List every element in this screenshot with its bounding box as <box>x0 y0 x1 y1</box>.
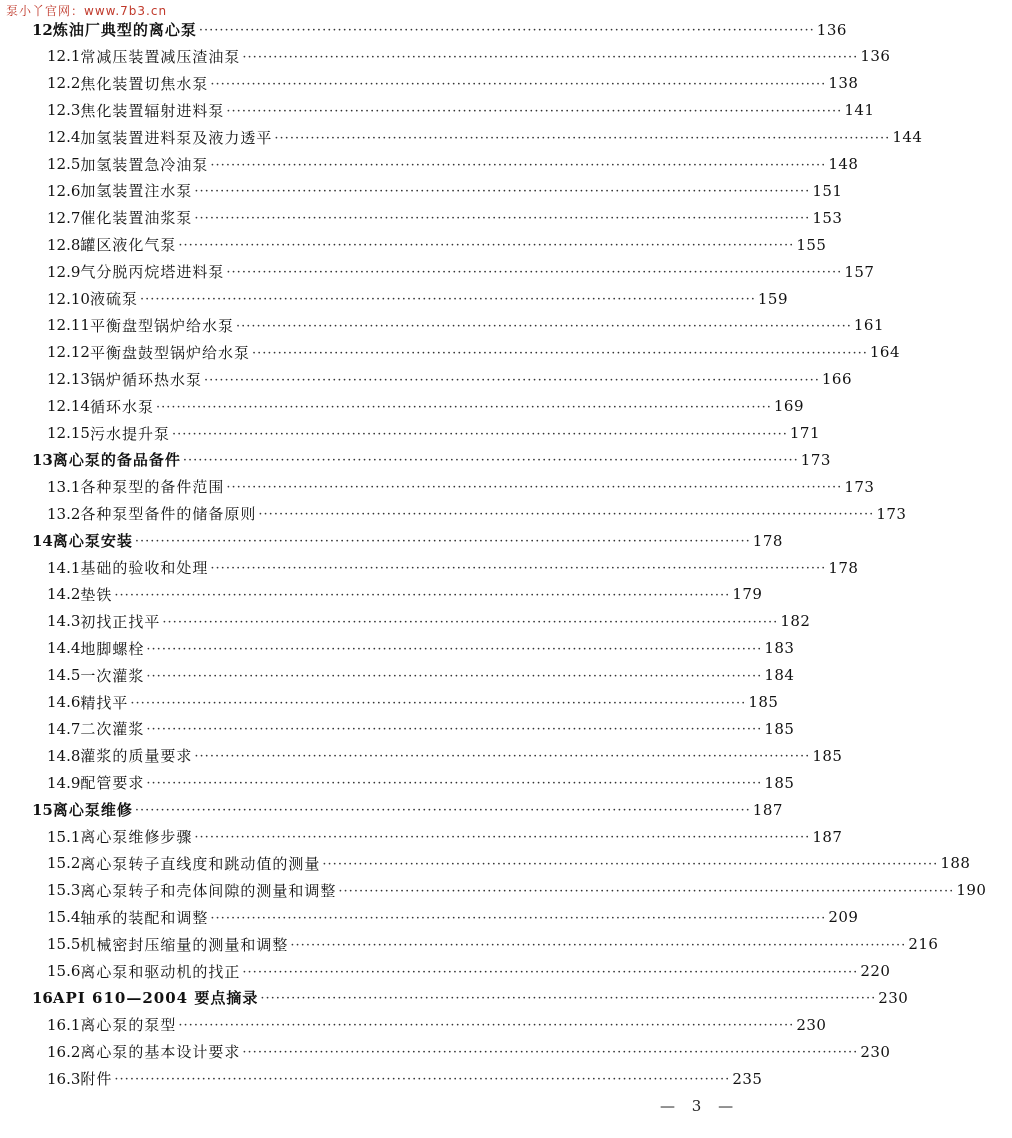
toc-entry-page: 179 <box>732 585 763 604</box>
dot-leader: ························································································································ <box>251 345 868 361</box>
toc-entry-number: 12.12 <box>47 343 90 362</box>
toc-entry-number: 14 <box>32 531 53 550</box>
toc-entry-title: 离心泵维修步骤 <box>80 828 193 846</box>
toc-section-row[interactable] <box>0 366 852 393</box>
toc-entry-page: 178 <box>752 531 783 550</box>
dot-leader: ························································································································ <box>210 561 827 576</box>
dot-leader: ························································································································ <box>210 910 827 926</box>
dot-leader: ························································································································ <box>178 238 795 254</box>
toc-entry-title: 气分脱丙烷塔进料泵 <box>80 263 225 282</box>
toc-chapter-row[interactable] <box>0 796 783 823</box>
toc-entry-number: 12.14 <box>47 397 90 416</box>
dot-leader: ························································································································ <box>338 883 955 899</box>
dot-leader: ························································································································ <box>162 614 779 630</box>
toc-entry-page: 188 <box>940 854 971 873</box>
toc-entry-page: 187 <box>812 827 843 846</box>
dot-leader: ························································································································ <box>226 103 843 119</box>
toc-entry-number: 14.8 <box>47 746 81 765</box>
toc-section-row[interactable] <box>0 500 907 527</box>
toc-entry-number: 14.5 <box>47 666 81 685</box>
toc-entry-page: 178 <box>828 558 859 577</box>
toc-chapter-row[interactable] <box>0 527 783 554</box>
toc-entry-title: 基础的验收和处理 <box>80 559 209 577</box>
toc-entry-page: 173 <box>800 450 831 469</box>
toc-entry-number: 14.9 <box>47 773 81 792</box>
toc-entry-page: 144 <box>892 128 923 147</box>
toc-entry-page: 171 <box>789 424 820 442</box>
dot-leader: ························································································································ <box>242 964 859 980</box>
toc-entry-title: 罐区液化气泵 <box>80 236 177 255</box>
toc-entry-number: 12.11 <box>47 316 90 335</box>
toc-entry-page: 161 <box>853 316 884 335</box>
toc-entry-title: 加氢装置急冷油泵 <box>80 155 209 174</box>
toc-entry-page: 153 <box>812 208 843 227</box>
dot-leader: ························································································································ <box>226 480 843 496</box>
toc-section-row[interactable] <box>0 70 859 97</box>
dot-leader: ························································································································ <box>130 695 747 711</box>
toc-section-row[interactable] <box>0 904 859 931</box>
toc-entry-title: 离心泵转子和壳体间隙的测量和调整 <box>80 881 337 900</box>
dot-leader: ························································································································ <box>178 1018 795 1034</box>
dot-leader: ························································································································ <box>146 668 763 684</box>
watermark: 泵小丫官网：www.7b3.cn <box>6 4 168 18</box>
toc-chapter-row[interactable] <box>0 984 909 1011</box>
toc-entry-page: 151 <box>812 181 843 200</box>
toc-entry-page: 164 <box>869 343 900 362</box>
toc-entry-page: 230 <box>860 1042 891 1061</box>
toc-entry-page: 148 <box>828 155 859 173</box>
toc-section-row[interactable] <box>0 473 875 500</box>
toc-entry-page: 182 <box>780 612 811 631</box>
toc-entry-page: 185 <box>764 773 795 792</box>
toc-entry-number: 14.3 <box>47 612 81 631</box>
toc-entry-title: 离心泵的基本设计要求 <box>80 1043 241 1062</box>
toc-entry-page: 230 <box>878 988 909 1007</box>
toc-section-row[interactable] <box>0 850 971 877</box>
toc-entry-title: 加氢装置注水泵 <box>80 182 193 201</box>
toc-entry-number: 12.4 <box>47 128 81 147</box>
toc-entry-number: 12.10 <box>47 289 90 308</box>
toc-entry-title: 平衡盘型锅炉给水泵 <box>89 316 234 335</box>
dot-leader: ························································································································ <box>134 803 751 819</box>
toc-entry-title: 催化装置油浆泵 <box>80 209 193 228</box>
dot-leader: ························································································································ <box>210 157 827 173</box>
toc-entry-title: 离心泵安装 <box>52 532 133 551</box>
toc-chapter-row[interactable] <box>0 446 831 473</box>
toc-section-row[interactable] <box>0 581 777 608</box>
toc-entry-number: 15.2 <box>47 854 81 873</box>
toc-entry-number: 15.6 <box>47 962 81 980</box>
toc-section-row[interactable] <box>0 1038 891 1065</box>
toc-entry-page: 157 <box>844 262 875 281</box>
toc-entry-title: 初找正找平 <box>80 612 161 631</box>
dot-leader: ························································································································ <box>146 776 763 792</box>
toc-entry-title: 液硫泵 <box>89 290 138 308</box>
toc-entry-title: 循环水泵 <box>89 397 154 416</box>
toc-section-row[interactable] <box>0 635 795 662</box>
dot-leader: ························································································································ <box>258 507 875 523</box>
toc-entry-title: 灌浆的质量要求 <box>80 747 193 766</box>
dot-leader: ························································································································ <box>242 49 859 65</box>
toc-section-row[interactable] <box>0 258 875 285</box>
toc-section-row[interactable] <box>0 339 900 366</box>
toc-chapter-row[interactable] <box>0 16 847 43</box>
toc-entry-page: 235 <box>732 1069 763 1088</box>
toc-entry-title: 离心泵的泵型 <box>80 1016 177 1035</box>
toc-entry-number: 14.7 <box>47 719 81 738</box>
toc-entry-number: 12.8 <box>47 235 81 254</box>
toc-section-row[interactable] <box>0 285 788 312</box>
toc-entry-page: 173 <box>844 477 875 496</box>
toc-section-row[interactable] <box>0 97 875 124</box>
toc-entry-number: 13.1 <box>47 477 81 496</box>
toc-entry-title: 离心泵维修 <box>52 801 133 820</box>
toc-section-row[interactable] <box>0 769 795 796</box>
toc-section-row[interactable] <box>0 662 795 689</box>
toc-entry-number: 16.1 <box>47 1015 81 1034</box>
toc-entry-number: 16.2 <box>47 1042 81 1061</box>
toc-section-row[interactable] <box>0 689 777 716</box>
toc-entry-title: 常减压装置减压渣油泵 <box>80 47 241 66</box>
dot-leader: ························································································································ <box>210 76 827 92</box>
toc-entry-title: 平衡盘鼓型锅炉给水泵 <box>89 343 250 362</box>
dot-leader: ························································································································ <box>155 399 772 415</box>
toc-entry-title: 焦化装置切焦水泵 <box>80 74 209 93</box>
toc-entry-page: 185 <box>748 693 779 711</box>
toc-entry-title: 一次灌浆 <box>80 666 145 685</box>
toc-section-row[interactable] <box>0 608 811 635</box>
toc-entry-title: 离心泵转子直线度和跳动值的测量 <box>80 854 321 873</box>
dot-leader: ························································································································ <box>146 641 763 657</box>
dot-leader: ························································································································ <box>242 1045 859 1061</box>
toc-entry-title: 精找平 <box>80 693 129 712</box>
dot-leader: ························································································································ <box>194 211 811 227</box>
toc-entry-page: 184 <box>764 666 795 685</box>
dot-leader: ························································································································ <box>198 23 815 38</box>
toc-entry-page: 169 <box>773 397 804 416</box>
toc-entry-title: 离心泵和驱动机的找正 <box>80 962 241 981</box>
toc-entry-title: 锅炉循环热水泵 <box>89 370 202 389</box>
toc-entry-number: 15.3 <box>47 881 81 900</box>
toc-entry-title: 各种泵型的备件范围 <box>80 478 225 497</box>
toc-entry-title: 附件 <box>80 1070 113 1089</box>
toc-section-row[interactable] <box>0 204 843 231</box>
toc-entry-number: 12.5 <box>47 155 81 173</box>
toc-entry-number: 12.9 <box>47 262 81 281</box>
toc-section-row[interactable] <box>0 124 923 151</box>
dot-leader: ························································································································ <box>134 534 751 550</box>
toc-section-row[interactable] <box>0 877 987 904</box>
toc-entry-page: 166 <box>821 370 852 389</box>
dot-leader: ························································································································ <box>194 830 811 845</box>
toc-entry-title: 各种泵型备件的储备原则 <box>80 505 257 524</box>
toc-entry-number: 15 <box>32 800 53 819</box>
toc-entry-number: 12 <box>32 20 53 39</box>
dot-leader: ························································································································ <box>290 937 907 953</box>
toc-entry-title: 焦化装置辐射进料泵 <box>80 101 225 120</box>
toc-entry-page: 185 <box>812 746 843 765</box>
toc-entry-number: 12.13 <box>47 370 90 389</box>
dot-leader: ························································································································ <box>226 265 843 281</box>
toc-entry-page: 185 <box>764 719 795 738</box>
toc-entry-number: 13 <box>32 450 53 469</box>
toc-entry-page: 190 <box>956 881 987 900</box>
dot-leader: ························································································································ <box>194 184 811 200</box>
toc-section-row[interactable] <box>0 554 859 581</box>
toc-entry-page: 141 <box>844 101 875 120</box>
toc-entry-page: 220 <box>860 962 891 980</box>
dot-leader: ························································································································ <box>139 292 756 307</box>
toc-entry-page: 173 <box>876 504 907 523</box>
toc-entry-title: 地脚螺栓 <box>80 639 145 658</box>
toc-entry-page: 216 <box>908 935 939 954</box>
toc-section-row[interactable] <box>0 312 884 339</box>
page-number: — 3 — <box>660 1097 740 1115</box>
toc-entry-title: 离心泵的备品备件 <box>52 451 181 470</box>
toc-section-row[interactable] <box>0 715 795 742</box>
dot-leader: ························································································································ <box>114 587 731 603</box>
toc-entry-number: 14.4 <box>47 639 81 658</box>
toc-entry-title: 轴承的装配和调整 <box>80 908 209 927</box>
toc-entry-title: 机械密封压缩量的测量和调整 <box>80 935 289 954</box>
toc-entry-page: 159 <box>757 289 788 308</box>
toc-entry-number: 14.1 <box>47 558 81 577</box>
dot-leader: ························································································································ <box>171 426 788 442</box>
toc-section-row[interactable] <box>0 43 891 70</box>
toc-entry-title: 二次灌浆 <box>80 720 145 739</box>
dot-leader: ························································································································ <box>146 722 763 738</box>
toc-entry-page: 138 <box>828 74 859 93</box>
dot-leader: ························································································································ <box>182 453 799 469</box>
toc-entry-title: 污水提升泵 <box>89 424 170 443</box>
toc-entry-page: 136 <box>860 47 891 66</box>
toc-entry-number: 15.5 <box>47 935 81 954</box>
toc-section-row[interactable] <box>0 742 843 769</box>
toc-entry-number: 14.2 <box>47 585 81 604</box>
toc-entry-number: 16 <box>32 988 53 1007</box>
toc-section-row[interactable] <box>0 420 820 447</box>
toc-section-row[interactable] <box>0 1011 827 1038</box>
toc-entry-page: 230 <box>796 1015 827 1034</box>
toc-entry-number: 12.6 <box>47 181 81 200</box>
toc-section-row[interactable] <box>0 231 827 258</box>
toc-entry-number: 12.7 <box>47 208 81 227</box>
toc-entry-page: 155 <box>796 235 827 254</box>
toc-entry-title: 加氢装置进料泵及液力透平 <box>80 128 273 147</box>
toc-section-row[interactable] <box>0 1065 777 1092</box>
toc-section-row[interactable] <box>0 823 843 850</box>
dot-leader: ························································································································ <box>260 991 877 1007</box>
toc-entry-page: 136 <box>816 20 847 39</box>
toc-entry-number: 15.4 <box>47 908 81 927</box>
dot-leader: ························································································································ <box>114 1072 731 1088</box>
toc-entry-page: 187 <box>752 800 783 819</box>
toc-entry-number: 15.1 <box>47 827 81 846</box>
toc-entry-number: 14.6 <box>47 693 81 711</box>
toc-entry-number: 16.3 <box>47 1069 81 1088</box>
toc-section-row[interactable] <box>0 151 859 178</box>
toc-entry-page: 183 <box>764 639 795 658</box>
toc-entry-title: 垫铁 <box>80 585 113 604</box>
toc-section-row[interactable] <box>0 958 891 985</box>
toc-entry-number: 12.3 <box>47 101 81 120</box>
toc-entry-number: 12.2 <box>47 74 81 93</box>
toc-entry-number: 12.1 <box>47 47 81 66</box>
toc-entry-title: 炼油厂典型的离心泵 <box>52 21 197 39</box>
toc-section-row[interactable] <box>0 931 939 958</box>
dot-leader: ························································································································ <box>322 856 939 872</box>
toc-entry-number: 12.15 <box>47 424 90 442</box>
dot-leader: ························································································································ <box>235 318 852 334</box>
toc-section-row[interactable] <box>0 393 804 420</box>
dot-leader: ························································································································ <box>194 749 811 765</box>
toc-entry-number: 13.2 <box>47 504 81 523</box>
toc-entry-title: 配管要求 <box>80 774 145 793</box>
toc-entry-page: 209 <box>828 908 859 927</box>
toc-entry-title: API 610—2004 要点摘录 <box>52 989 259 1008</box>
dot-leader: ························································································································ <box>203 372 820 388</box>
toc-section-row[interactable] <box>0 177 843 204</box>
dot-leader: ························································································································ <box>274 130 891 146</box>
